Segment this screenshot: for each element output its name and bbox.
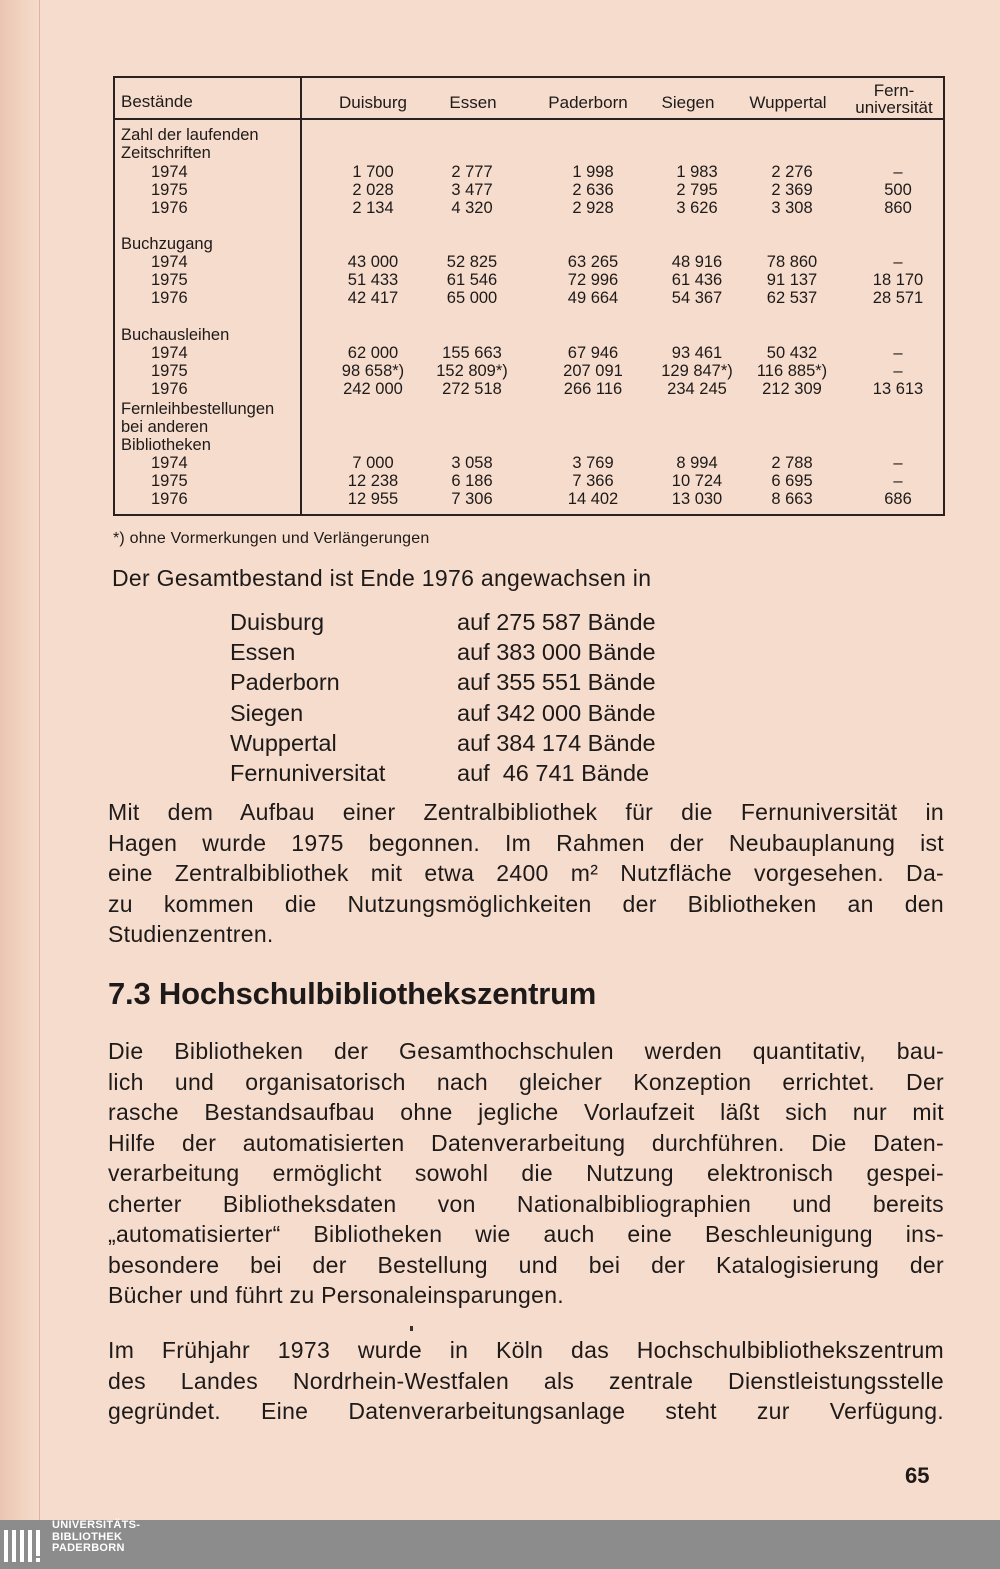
page-gutter bbox=[0, 0, 40, 1520]
table-row: 1975 51 433 61 546 72 996 61 436 91 137 18 170 bbox=[151, 271, 924, 289]
header-wuppertal: Wuppertal bbox=[749, 93, 827, 112]
table-row: 1975 2 028 3 477 2 636 2 795 2 369 500 bbox=[151, 181, 912, 199]
list-item: Siegen auf 342 000 Bände bbox=[230, 699, 656, 726]
header-essen: Essen bbox=[449, 93, 497, 112]
section-heading: 7.3 Hochschulbibliothekszentrum bbox=[108, 976, 597, 1011]
paragraph-hbz: Im Frühjahr 1973 wurde in Köln das Hochschulbibliothekszentrum des Landes Nordrhein-Westfalen als zentrale Dienstleistungsstelle gegründet. Eine Datenverarbeitungsanlage steht zur Verfügung. bbox=[108, 1337, 944, 1424]
table-footnote: *) ohne Vormerkungen und Verlängerungen bbox=[113, 530, 430, 547]
table-row: 1974 43 000 52 825 63 265 48 916 78 860 – bbox=[151, 253, 903, 271]
section-label: Buchausleihen bbox=[121, 326, 230, 344]
list-item: Fernuniversitat auf 46 741 Bände bbox=[230, 759, 650, 786]
table-row: 1974 1 700 2 777 1 998 1 983 2 276 – bbox=[151, 163, 903, 181]
section-label: Zeitschriften bbox=[121, 144, 211, 162]
paragraph-bibliotheken: Die Bibliotheken der Gesamthochschulen werden quantitativ, bau- lich und organisatorisch nach gleicher Konzeption errichtet. Der rasche Bestandsaufbau ohne jegliche Vorlaufzeit läßt sich nur mit Hilfe der automatisierten Datenverarbeitung durchführen. Die Daten- verarbeitung ermöglicht sowohl die Nutzung elektronisch gespei- cherter Bibliotheksdaten von Nationalbibliographien und bereits „automatisierter“ Bibliotheken wie auch eine Beschleunigung ins- besondere bei der Bestellung und bei der Katalogisierung der Bücher und führt zu Personaleinsparungen. bbox=[108, 1038, 944, 1308]
library-logo-icon bbox=[4, 1528, 44, 1564]
library-footer-bar bbox=[0, 1520, 1000, 1569]
list-item: Wuppertal auf 384 174 Bände bbox=[230, 729, 656, 756]
table-row: 1975 12 238 6 186 7 366 10 724 6 695 – bbox=[151, 472, 903, 490]
totals-list bbox=[230, 607, 750, 788]
header-duisburg: Duisburg bbox=[338, 93, 408, 112]
page-number: 65 bbox=[905, 1463, 930, 1488]
table-row: 1976 42 417 65 000 49 664 54 367 62 537 28 571 bbox=[151, 289, 924, 307]
section-label: Bibliotheken bbox=[121, 436, 211, 454]
list-item: Duisburg auf 275 587 Bände bbox=[230, 609, 656, 635]
table-divider-horizontal bbox=[115, 118, 943, 120]
section-label: Buchzugang bbox=[121, 235, 213, 253]
header-paderborn: Paderborn bbox=[548, 93, 628, 112]
list-item: Paderborn auf 355 551 Bände bbox=[230, 669, 656, 696]
print-mark bbox=[410, 1326, 413, 1331]
list-item: Essen auf 383 000 Bände bbox=[230, 639, 656, 666]
section-label: Fernleihbestellungen bbox=[121, 400, 275, 418]
header-fernuniversitaet-line1: Fern- bbox=[873, 81, 915, 100]
table-row: 1976 2 134 4 320 2 928 3 626 3 308 860 bbox=[151, 199, 912, 217]
header-fernuniversitaet-line2: universität bbox=[855, 98, 933, 117]
totals-intro: Der Gesamtbestand ist Ende 1976 angewachsen in bbox=[112, 565, 652, 591]
header-bestaende: Bestände bbox=[121, 92, 193, 111]
header-siegen: Siegen bbox=[661, 93, 715, 112]
section-label: Zahl der laufenden bbox=[121, 126, 259, 144]
table-row: 1975 98 658*) 152 809*) 207 091 129 847*) 116 885*) – bbox=[151, 362, 903, 380]
section-label: bei anderen bbox=[121, 418, 209, 436]
table-row: 1976 242 000 272 518 266 116 234 245 212 309 13 613 bbox=[151, 380, 924, 398]
paragraph-fernuniversitaet: Mit dem Aufbau einer Zentralbibliothek für die Fernuniversität in Hagen wurde 1975 begonnen. Im Rahmen der Neubauplanung ist eine Zentralbibliothek mit etwa 2400 m² Nutzfläche vorgesehen. Da- zu kommen die Nutzungsmöglichkeiten der Bibliotheken an den Studienzentren. bbox=[108, 799, 944, 947]
statistics-table bbox=[113, 76, 945, 516]
table-row: 1976 12 955 7 306 14 402 13 030 8 663 686 bbox=[151, 490, 912, 508]
table-row: 1974 62 000 155 663 67 946 93 461 50 432 – bbox=[151, 344, 903, 362]
table-row: 1974 7 000 3 058 3 769 8 994 2 788 – bbox=[151, 454, 903, 472]
library-logo-text: UNIVERSITÄTS- BIBLIOTHEK PADERBORN bbox=[52, 1519, 141, 1554]
